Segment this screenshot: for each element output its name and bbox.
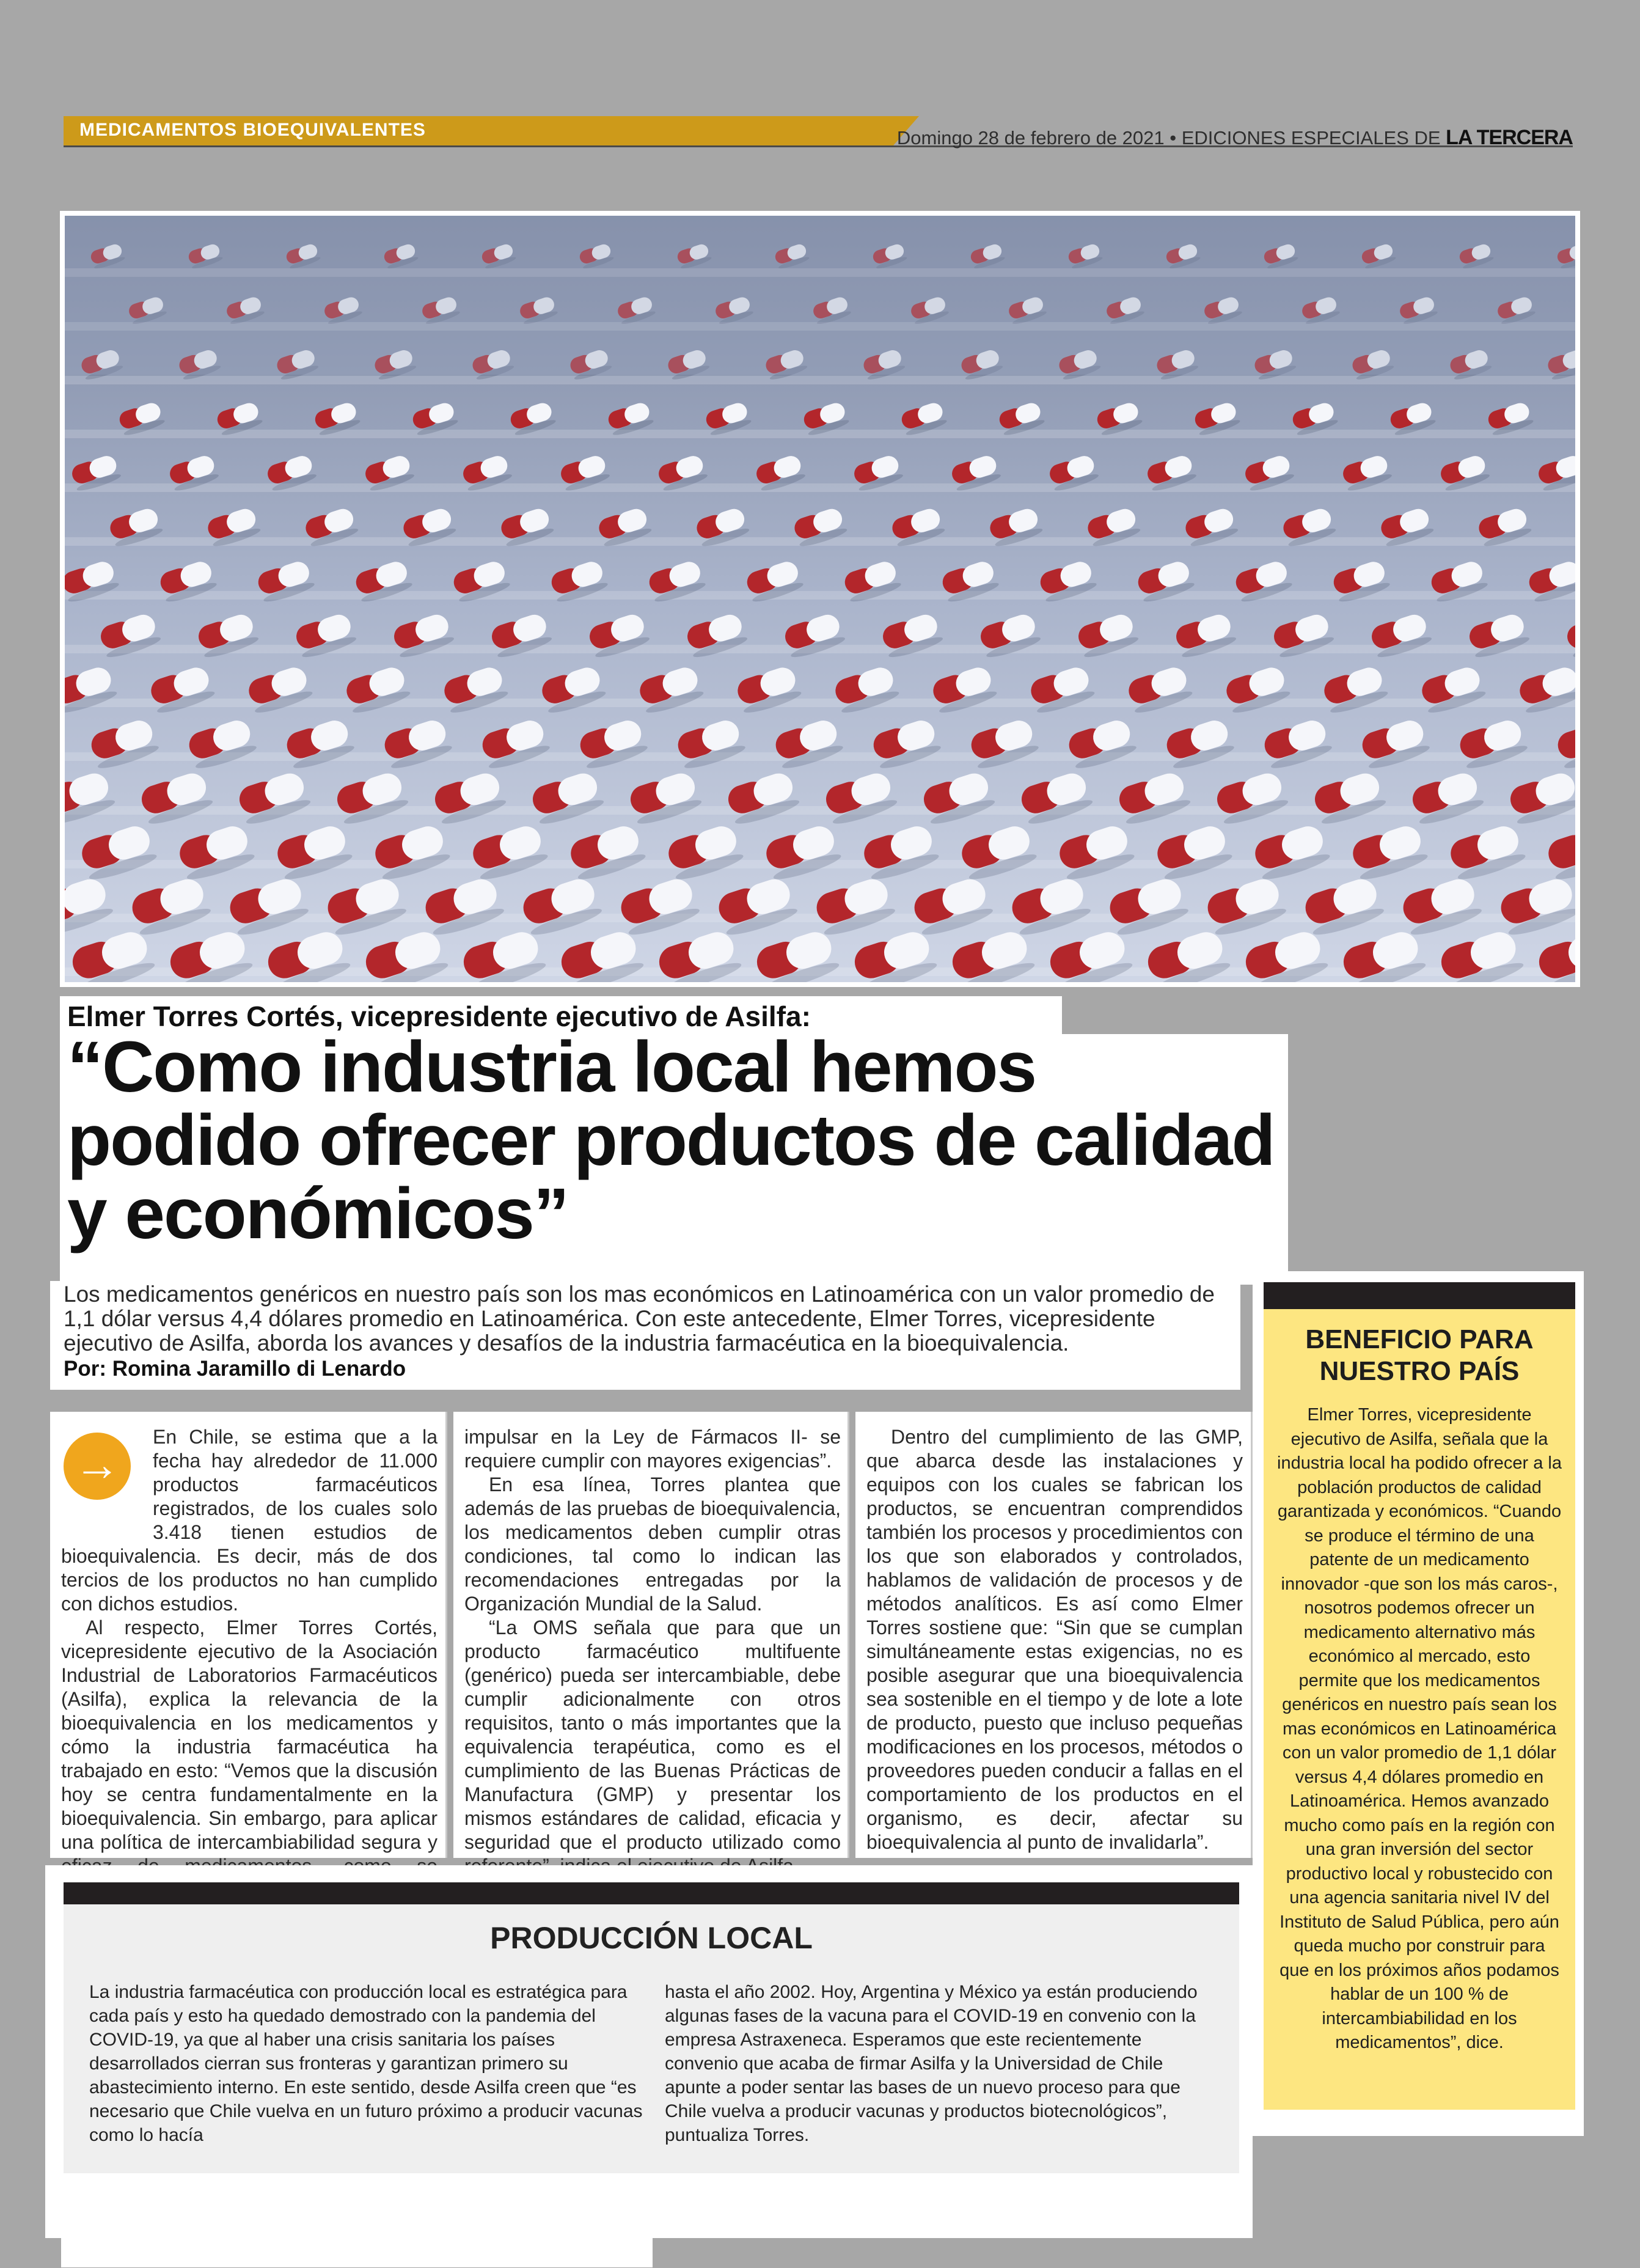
article-column-2 <box>464 1425 841 1878</box>
sidebar-body: Elmer Torres, vicepresidente ejecutivo de Asilfa, señala que la industria local ha podido ofrecer a la población productos de calidad garantizada y económicos. “Cuando se produce el término de una patente de un medicamento innovador -que son los más caros-, nosotros podemos ofrecer un medicamento alternativo más económico al mercado, esto permite que los medicamentos genéricos en nuestro país sean los mas económicos en Latinoamérica con un valor promedio de 1,1 dólar versus 4,4 dólares promedio en Latinoamérica. Hemos avanzado mucho como país en la región con una gran inversión del sector productivo local y robustecido con una agencia sanitaria nivel IV del Instituto de Salud Pública, pero aún queda mucho por construir para que en los próximos años podamos hablar de un 100 % de intercambiabilidad en los medicamentos”, dice. <box>1277 1405 1562 2052</box>
section-label: MEDICAMENTOS BIOEQUIVALENTES <box>79 120 426 140</box>
capsule <box>529 769 606 828</box>
capsule <box>763 822 843 883</box>
issue-line <box>897 126 1573 150</box>
capsule <box>1066 717 1138 772</box>
capsule <box>1507 769 1575 828</box>
capsule <box>1214 769 1290 828</box>
capsule <box>186 717 258 772</box>
capsule <box>372 822 452 883</box>
capsule <box>1301 875 1386 939</box>
capsule <box>1018 769 1094 828</box>
capsule <box>1497 875 1575 939</box>
capsule <box>1163 717 1235 772</box>
capsule <box>441 664 510 716</box>
capsule <box>930 664 998 716</box>
paragraph: impulsar en la Ley de Fármacos II- se requiere cumplir con mayores exigencias”. <box>464 1426 841 1472</box>
capsules-image <box>65 216 1575 982</box>
capsule <box>1545 822 1575 883</box>
capsule <box>539 664 607 716</box>
capsule <box>246 664 314 716</box>
capsule <box>1349 822 1429 883</box>
capsule <box>665 822 745 883</box>
capsule <box>567 822 647 883</box>
capsule <box>343 664 412 716</box>
capsule <box>1008 875 1093 939</box>
capsule <box>176 822 256 883</box>
capsule <box>822 769 899 828</box>
produccion-title: PRODUCCIÓN LOCAL <box>490 1921 813 1955</box>
article-headline: “Como industria local hemos podido ofrecer productos de calidad y económicos” <box>67 1027 1275 1254</box>
capsule <box>431 769 508 828</box>
capsule <box>1311 769 1388 828</box>
capsule <box>148 664 216 716</box>
produccion-top-bar <box>64 1882 1239 1904</box>
capsule <box>910 875 995 939</box>
capsule <box>88 717 160 772</box>
capsule <box>870 717 942 772</box>
capsule <box>78 822 158 883</box>
article-kicker: Elmer Torres Cortés, vicepresidente ejecutivo de Asilfa: <box>67 1000 811 1032</box>
capsule <box>1457 717 1529 772</box>
capsule <box>968 717 1040 772</box>
capsule <box>1126 664 1194 716</box>
capsule <box>1251 822 1331 883</box>
capsule <box>65 875 115 939</box>
paragraph: Dentro del cumplimiento de las GMP, que abarca desde las instalaciones y equipos con los cuales se fabrican los productos, se encuentran comprendidos también los procesos y procedimientos con los que son elaborados y controlados, hablamos de validación de procesos y de métodos analíticos. Es así como Elmer Torres sostiene que: “Sin que se cumplan simultáneamente estas exigencias, no es posible asegurar que una bioequivalencia sea sostenible en el tiempo y de lote a lote de producto, puesto que incluso pequeñas modificaciones en los procesos, métodos o proveedores pueden conducir a fallas en el comportamiento de los productos en el organismo, es decir, afectar su bioequivalencia al punto de invalidarla”. <box>866 1426 1243 1853</box>
capsule <box>1116 769 1192 828</box>
capsule <box>1223 664 1292 716</box>
capsule <box>138 769 214 828</box>
capsule <box>1419 664 1487 716</box>
capsule <box>324 875 408 939</box>
article-deck: Los medicamentos genéricos en nuestro país son los mas económicos en Latinoamérica con un valor promedio de 1,1 dólar versus 4,4 dólares promedio en Latinoamérica. Con este antecedente, Elmer Torres, vicepresidente ejecutivo de Asilfa, aborda los avances y desafíos de la industria farmacéutica en la bioequivalencia. <box>64 1282 1215 1356</box>
capsule <box>832 664 901 716</box>
capsule <box>1154 822 1234 883</box>
capsule <box>1204 875 1288 939</box>
capsule <box>381 717 453 772</box>
capsule <box>274 822 354 883</box>
arrow-right-icon: → <box>64 1433 131 1500</box>
capsule <box>734 664 803 716</box>
produccion-column-2: hasta el año 2002. Hoy, Argentina y México ya están produciendo algunas fases de la vacuna para el COVID-19 en convenio con la empresa Astraxeneca. Esperamos que este recientemente convenio que acaba de firmar Asilfa y la Universidad de Chile apunte a poder sentar las bases de un nuevo proceso para que Chile vuelva a producir vacunas y productos biotecnológicos”, puntualiza Torres. <box>665 1982 1198 2145</box>
capsule <box>65 664 119 716</box>
capsules-illustration <box>65 216 1575 982</box>
capsule <box>1321 664 1389 716</box>
capsule <box>284 717 356 772</box>
capsule <box>65 769 117 828</box>
capsule <box>627 769 703 828</box>
hero-photo <box>60 211 1580 987</box>
capsule <box>920 769 997 828</box>
capsule <box>1447 822 1527 883</box>
capsule <box>334 769 410 828</box>
capsule <box>725 769 801 828</box>
capsule <box>1106 875 1190 939</box>
capsule <box>1554 717 1575 772</box>
capsule <box>958 822 1038 883</box>
issue-date: Domingo 28 de febrero de 2021 • EDICIONES ESPECIALES DE <box>896 127 1441 149</box>
paragraph: Al respecto, Elmer Torres Cortés, vicepresidente ejecutivo de la Asociación Industrial de Laboratorios Farmacéuticos (Asilfa), explica la relevancia de la bioequivalencia en los medicamentos y cómo la industria farmacéutica ha trabajado en esto: “Vemos que la discusión hoy se centra fundamentalmente en la bioequivalencia. Sin embargo, para aplicar una política de intercambiabilidad segura y <box>61 1617 437 1853</box>
capsule <box>1517 664 1575 716</box>
capsule <box>813 875 897 939</box>
capsule <box>1028 664 1096 716</box>
article-byline: Por: Romina Jaramillo di Lenardo <box>64 1357 406 1381</box>
capsule <box>637 664 705 716</box>
sidebar-top-bar <box>1264 1282 1575 1309</box>
article-column-1 <box>61 1425 437 1902</box>
capsule <box>1409 769 1485 828</box>
capsule <box>1359 717 1431 772</box>
capsule <box>1056 822 1136 883</box>
capsule <box>577 717 649 772</box>
article-column-3 <box>866 1425 1243 1854</box>
paragraph: En Chile, se estima que a la fecha hay alrededor de 11.000 productos farmacéuticos registrados, de los cuales solo 3.418 tienen estudios de bioequivalencia. Es decir, más de dos tercios de los productos no han cumplido con dichos estudios. <box>61 1426 437 1615</box>
capsule <box>772 717 844 772</box>
capsule <box>1399 875 1484 939</box>
capsule <box>469 822 549 883</box>
capsule <box>1261 717 1333 772</box>
capsule <box>236 769 312 828</box>
photo-haze <box>65 216 1575 375</box>
capsule <box>128 875 213 939</box>
capsule <box>675 717 747 772</box>
paragraph: “La OMS señala que para que un producto farmacéutico multifuente (genérico) pueda ser intercambiable, debe cumplir adicionalmente con otros requisitos, tanto o más importantes que la equivalencia terapéutica, como es el cumplimiento de las Buenas Prácticas de Manufactura (GMP) y presentar los mismos estándares de calidad, eficacia y seguridad que el producto utilizado como <box>464 1617 841 1853</box>
capsule <box>422 875 506 939</box>
capsule <box>519 875 604 939</box>
sidebar-title: BENEFICIO PARA NUESTRO PAÍS <box>1305 1324 1534 1386</box>
capsule <box>479 717 551 772</box>
produccion-frame-tail <box>61 2176 653 2267</box>
capsule <box>617 875 701 939</box>
capsule <box>860 822 940 883</box>
produccion-column-1: La industria farmacéutica con producción local es estratégica para cada país y esto ha quedado demostrado con la pandemia del COVID-19, ya que al haber una crisis sanitaria los países desarrollados cierran sus fronteras y garantizan primero su abastecimiento interno. En este sentido, desde Asilfa creen que “es necesario que Chile vuelva en un futuro próximo a producir vacunas como lo hacía <box>89 1982 643 2145</box>
capsule <box>715 875 799 939</box>
capsule <box>226 875 310 939</box>
publication-name: LA TERCERA <box>1446 126 1573 149</box>
paragraph: En esa línea, Torres plantea que además de las pruebas de bioequivalencia, los medicamentos deben cumplir otras condiciones, tal como lo indican las recomendaciones entregadas por la Organización Mundial de la Salud. <box>464 1473 841 1615</box>
